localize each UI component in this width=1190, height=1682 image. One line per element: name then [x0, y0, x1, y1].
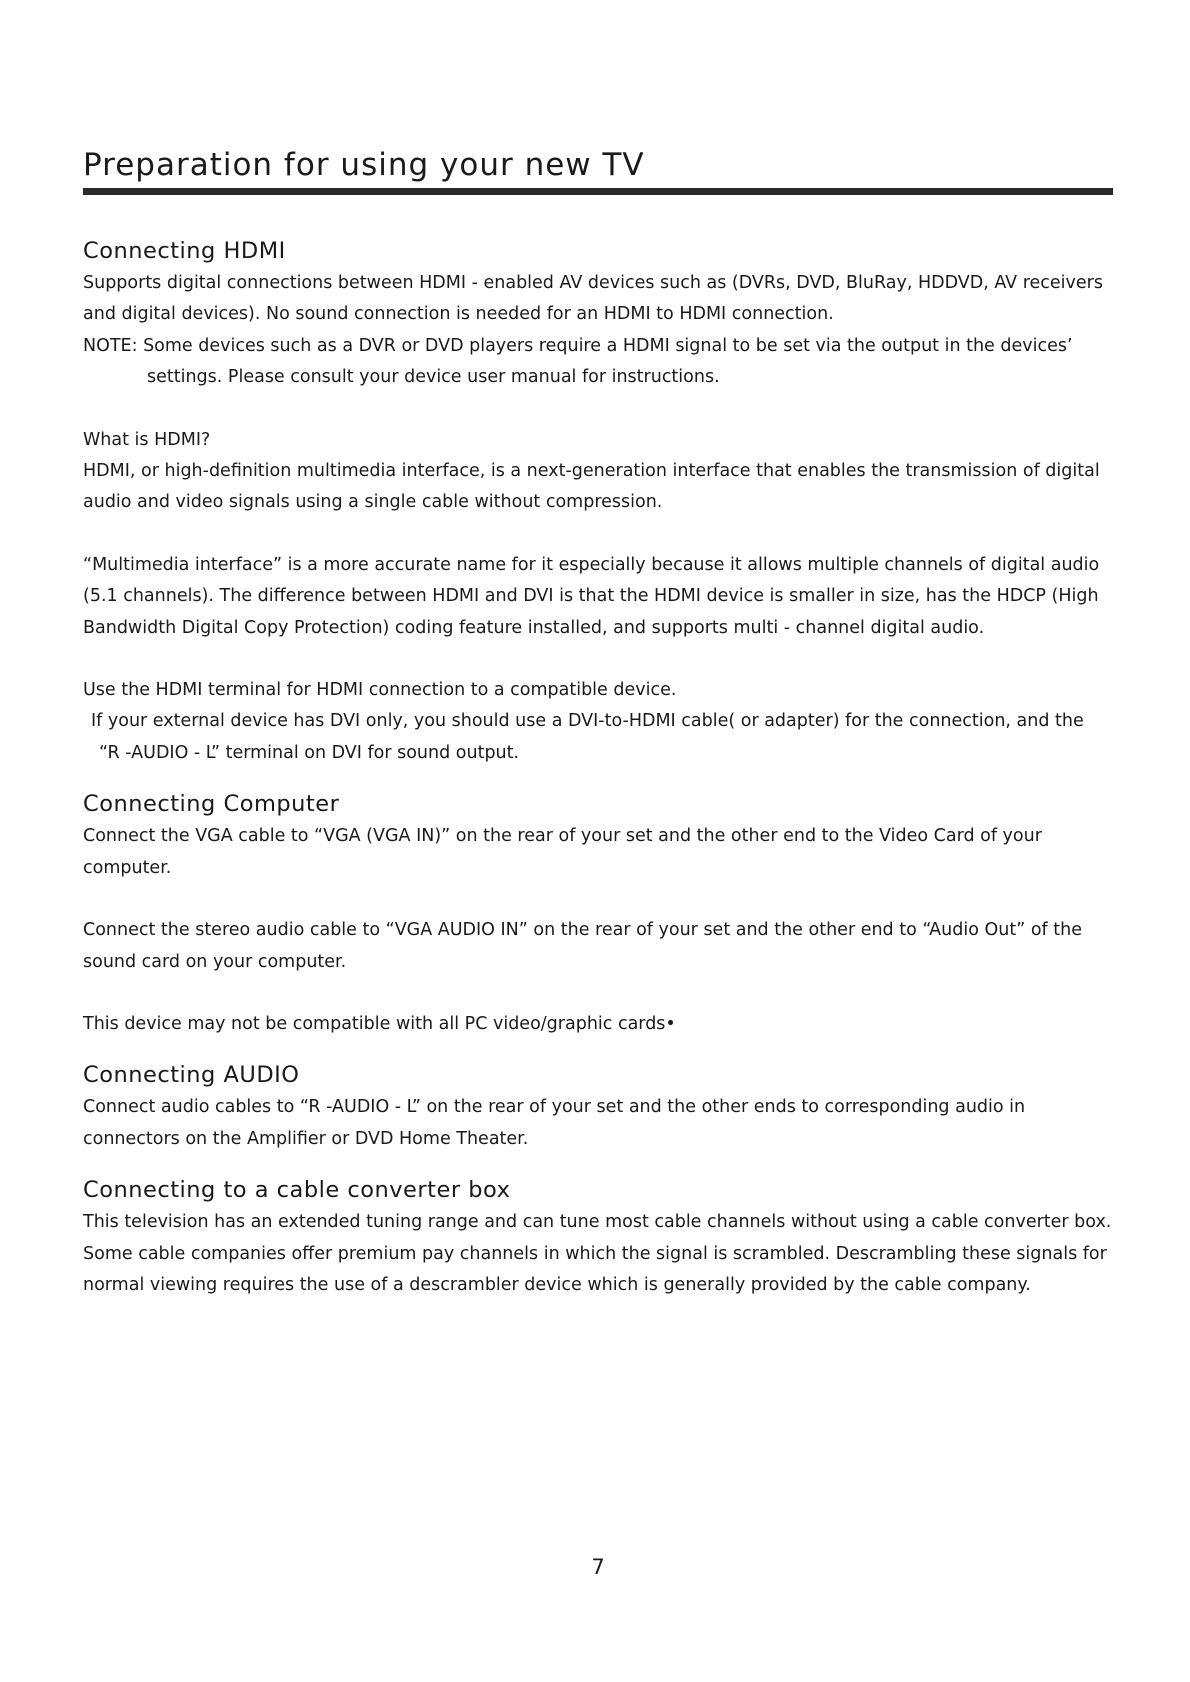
computer-paragraph-compat: This device may not be compatible with all PC video/graphic cards• [83, 1013, 676, 1034]
heading-connecting-computer: Connecting Computer [83, 791, 340, 818]
heading-connecting-audio: Connecting AUDIO [83, 1062, 300, 1089]
cable-box-paragraph: This television has an extended tuning range and can tune most cable channels without using a cable converter box. Some cable companies offer premium pay channels in which the signal is scrambled. Descrambling these signals for normal viewing requires the use of a descrambler device which is generally provided by the cable company. [83, 1212, 1112, 1295]
audio-paragraph: Connect audio cables to “R -AUDIO - L” on the rear of your set and the other ends to corresponding audio in connectors on the Amplifier or DVD Home Theater. [83, 1097, 1026, 1149]
heading-connecting-hdmi: Connecting HDMI [83, 238, 286, 264]
heading-connecting-cable-box: Connecting to a cable converter box [83, 1177, 511, 1204]
hdmi-paragraph-dvi-line2: “R -AUDIO - L” terminal on DVI for sound output. [99, 742, 520, 763]
hdmi-paragraph-terminal: Use the HDMI terminal for HDMI connection to a compatible device. [83, 680, 677, 701]
page-title: Preparation for using your new TV [83, 147, 645, 183]
title-rule [83, 188, 1113, 195]
hdmi-note: NOTE: Some devices such as a DVR or DVD players require a HDMI signal to be set via the output in the devices’ settings. Please consult your device user manual for instructions. [83, 335, 1073, 388]
hdmi-paragraph-support: Supports digital connections between HDMI - enabled AV devices such as (DVRs, DVD, BluRay, HDDVD, AV receivers and digital devices). No sound connection is needed for an HDMI to HDMI connection. [83, 273, 1103, 325]
page-number: 7 [591, 1555, 605, 1579]
page-content [83, 234, 1113, 1301]
computer-paragraph-audio: Connect the stereo audio cable to “VGA AUDIO IN” on the rear of your set and the other end to “Audio Out” of the sound card on your computer. [83, 920, 1082, 972]
hdmi-paragraph-dvi-line1: If your external device has DVI only, you should use a DVI-to-HDMI cable( or adapter) for the connection, and the [91, 711, 1084, 732]
computer-paragraph-vga: Connect the VGA cable to “VGA (VGA IN)” on the rear of your set and the other end to the Video Card of your computer. [83, 826, 1042, 878]
hdmi-what-is-heading: What is HDMI? [83, 429, 211, 450]
hdmi-paragraph-multimedia: “Multimedia interface” is a more accurate name for it especially because it allows multiple channels of digital audio (5.1 channels). The difference between HDMI and DVI is that the HDMI device is smaller in size, has the HDCP (High Bandwidth Digital Copy Protection) coding feature installed, and supports multi - channel digital audio. [83, 554, 1100, 638]
hdmi-paragraph-definition: HDMI, or high-definition multimedia interface, is a next-generation interface that enables the transmission of digital audio and video signals using a single cable without compression. [83, 461, 1100, 513]
manual-page [83, 0, 1113, 1682]
